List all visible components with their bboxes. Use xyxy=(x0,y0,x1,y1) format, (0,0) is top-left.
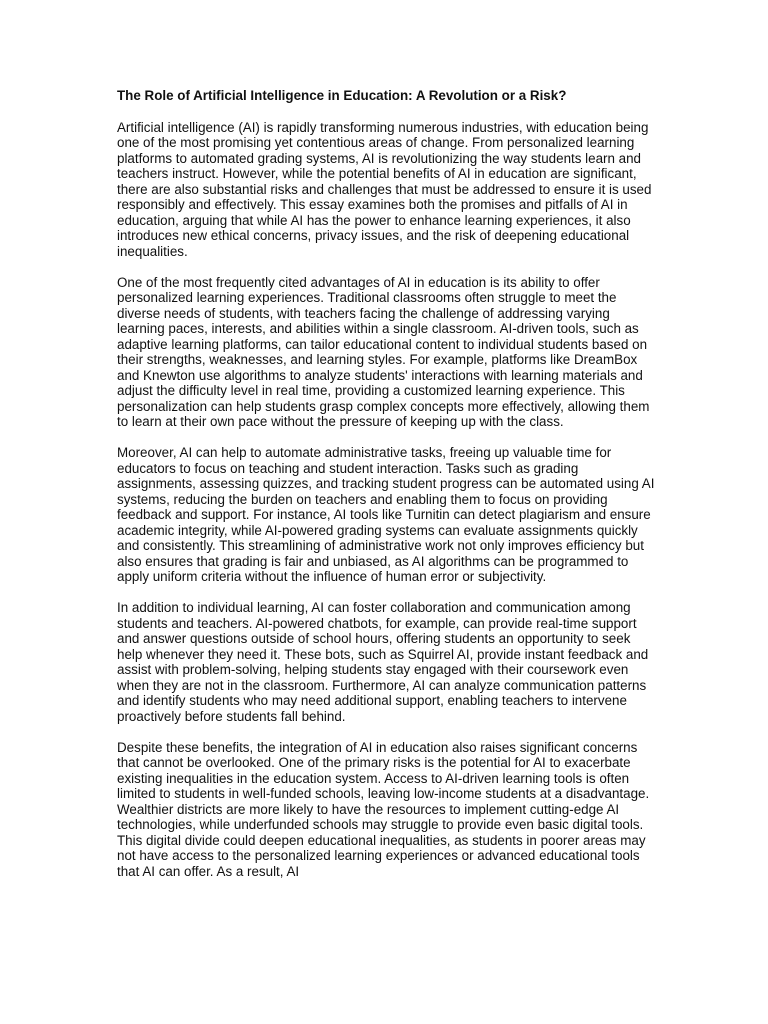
paragraph-personalized-learning: One of the most frequently cited advantages of AI in education is its ability to offer personalized learning experiences. Traditional classrooms often struggle to meet the diverse needs of students, with teachers facing the challenge of addressing varying learning paces, interests, and abilities within a single classroom. AI-driven tools, such as adaptive learning platforms, can tailor educational content to individual students based on their strengths, weaknesses, and learning styles. For example, platforms like DreamBox and Knewton use algorithms to analyze students' interactions with learning materials and adjust the difficulty level in real time, providing a customized learning experience. This personalization can help students grasp complex concepts more effectively, allowing them to learn at their own pace without the pressure of keeping up with the class. xyxy=(117,274,650,429)
paragraph-administrative-tasks: Moreover, AI can help to automate administrative tasks, freeing up valuable time for educators to focus on teaching and student interaction. Tasks such as grading assignments, assessing quizzes, and tracking student progress can be automated using AI systems, reducing the burden on teachers and enabling them to focus on providing feedback and support. For instance, AI tools like Turnitin can detect plagiarism and ensure academic integrity, while AI-powered grading systems can evaluate assignments quickly and consistently. This streamlining of administrative work not only improves efficiency but also ensures that grading is fair and unbiased, as AI algorithms can be programmed to apply uniform criteria without the influence of human error or subjectivity. xyxy=(117,445,655,584)
paragraph-collaboration: In addition to individual learning, AI can foster collaboration and communication among students and teachers. AI-powered chatbots, for example, can provide real-time support and answer questions outside of school hours, offering students an opportunity to seek help whenever they need it. These bots, such as Squirrel AI, provide instant feedback and assist with problem-solving, helping students stay engaged with their coursework even when they are not in the classroom. Furthermore, AI can analyze communication patterns and identify students who may need additional support, enabling teachers to intervene proactively before students fall behind. xyxy=(117,600,649,724)
paragraph-introduction: Artificial intelligence (AI) is rapidly transforming numerous industries, with education being one of the most promising yet contentious areas of change. From personalized learning platforms to automated grading systems, AI is revolutionizing the way students learn and teachers instruct. However, while the potential benefits of AI in education are significant, there are also substantial risks and challenges that must be addressed to ensure it is used responsibly and effectively. This essay examines both the promises and pitfalls of AI in education, arguing that while AI has the power to enhance learning experiences, it also introduces new ethical concerns, privacy issues, and the risk of deepening educational inequalities. xyxy=(117,119,652,259)
paragraph-inequality-risks: Despite these benefits, the integration of AI in education also raises significant concerns that cannot be overlooked. One of the primary risks is the potential for AI to exacerbate existing inequalities in the education system. Access to AI-driven learning tools is often limited to students in well-funded schools, leaving low-income students at a disadvantage. Wealthier districts are more likely to have the resources to implement cutting-edge AI technologies, while underfunded schools may struggle to provide even basic digital tools. This digital divide could deepen educational inequalities, as students in poorer areas may not have access to the personalized learning experiences or advanced educational tools that AI can offer. As a result, AI xyxy=(117,739,650,879)
document-title: The Role of Artificial Intelligence in Education: A Revolution or a Risk? xyxy=(117,88,567,103)
document-body xyxy=(117,88,657,895)
